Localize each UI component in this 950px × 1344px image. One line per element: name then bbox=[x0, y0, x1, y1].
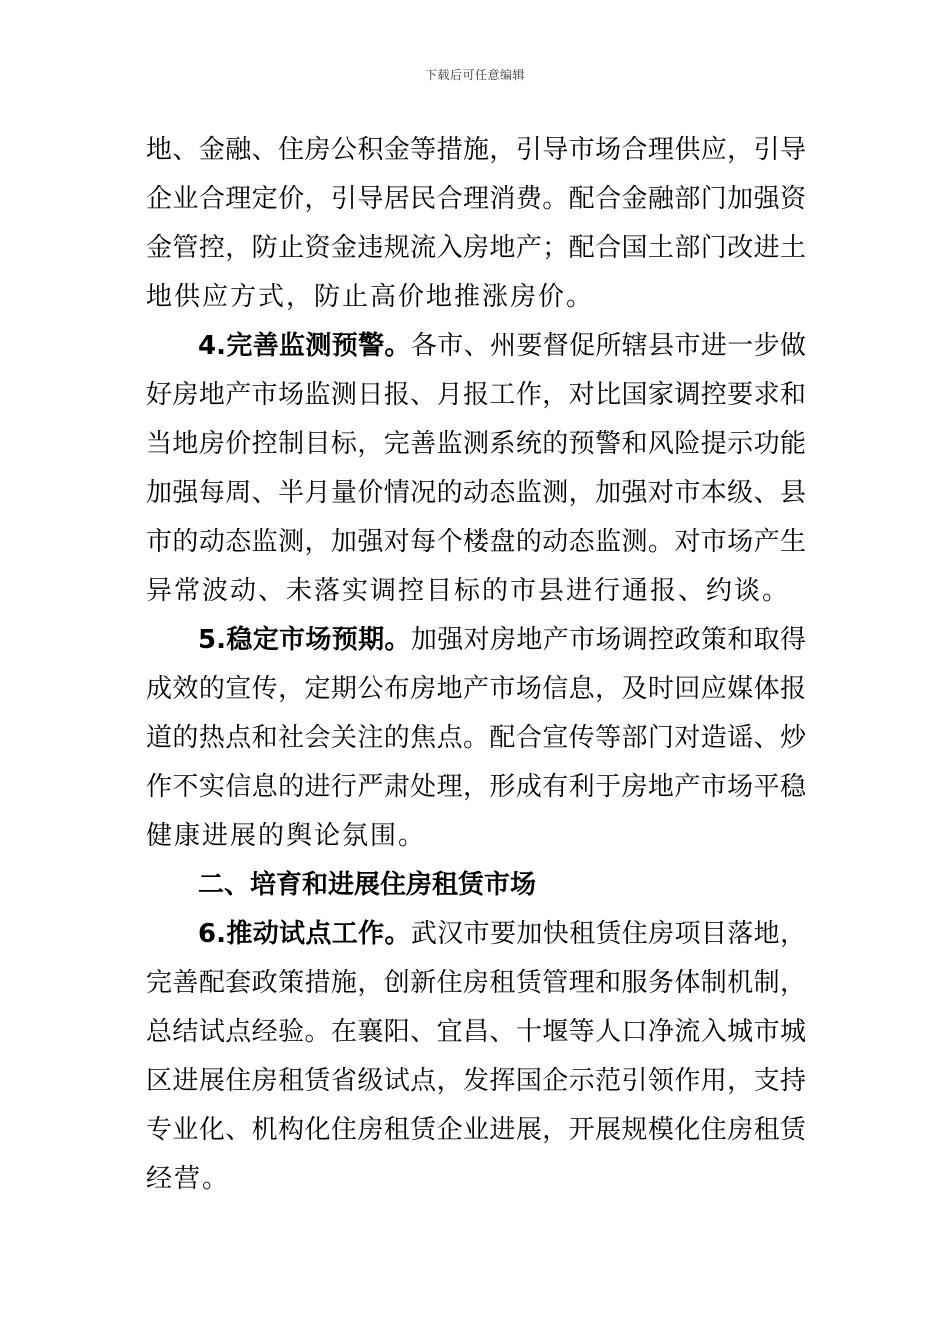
paragraph-line: 金管控，防止资金违规流入房地产；配合国土部门改进土 bbox=[146, 233, 806, 263]
paragraph-line: 异常波动、未落实调控目标的市县进行通报、约谈。 bbox=[146, 576, 791, 606]
item-title: 6.推动试点工作。 bbox=[198, 919, 411, 949]
paragraph-line: 健康进展的舆论氛围。 bbox=[146, 821, 427, 851]
paragraph-line: 区进展住房租赁省级试点，发挥国企示范引领作用，支持 bbox=[146, 1066, 806, 1096]
page-header: 下载后可任意编辑 bbox=[424, 68, 525, 82]
paragraph-line: 当地房价控制目标，完善监测系统的预警和风险提示功能 bbox=[146, 429, 806, 459]
document-body bbox=[146, 126, 806, 1204]
item-title: 4.完善监测预警。 bbox=[198, 331, 411, 361]
paragraph-text: 加强对房地产市场调控政策和取得 bbox=[410, 625, 806, 655]
paragraph-first-line bbox=[146, 322, 806, 371]
paragraph-line: 企业合理定价，引导居民合理消费。配合金融部门加强资 bbox=[146, 184, 806, 214]
paragraph-line: 道的热点和社会关注的焦点。配合宣传等部门对造谣、炒 bbox=[146, 723, 806, 753]
paragraph-text: 各市、州要督促所辖县市进一步做 bbox=[410, 331, 806, 361]
paragraph-line: 成效的宣传，定期公布房地产市场信息，及时回应媒体报 bbox=[146, 674, 806, 704]
paragraph-line: 加强每周、半月量价情况的动态监测，加强对市本级、县 bbox=[146, 478, 806, 508]
paragraph-text: 武汉市要加快租赁住房项目落地， bbox=[410, 919, 806, 949]
paragraph-line: 作不实信息的进行严肃处理，形成有利于房地产市场平稳 bbox=[146, 772, 806, 802]
paragraph-line: 总结试点经验。在襄阳、宜昌、十堰等人口净流入城市城 bbox=[146, 1017, 806, 1047]
paragraph-line: 好房地产市场监测日报、月报工作，对比国家调控要求和 bbox=[146, 380, 806, 410]
paragraph-line: 地供应方式，防止高价地推涨房价。 bbox=[146, 282, 595, 312]
paragraph-line: 地、金融、住房公积金等措施，引导市场合理供应，引导 bbox=[146, 135, 806, 165]
paragraph-line: 完善配套政策措施，创新住房租赁管理和服务体制机制， bbox=[146, 968, 806, 998]
paragraph-line: 专业化、机构化住房租赁企业进展，开展规模化住房租赁 bbox=[146, 1115, 806, 1145]
paragraph-first-line bbox=[146, 616, 806, 665]
paragraph-first-line bbox=[146, 910, 806, 959]
paragraph-line: 经营。 bbox=[146, 1164, 231, 1194]
item-title: 5.稳定市场预期。 bbox=[198, 625, 411, 655]
section-heading: 二、培育和进展住房租赁市场 bbox=[198, 870, 537, 900]
paragraph-line: 市的动态监测，加强对每个楼盘的动态监测。对市场产生 bbox=[146, 527, 806, 557]
